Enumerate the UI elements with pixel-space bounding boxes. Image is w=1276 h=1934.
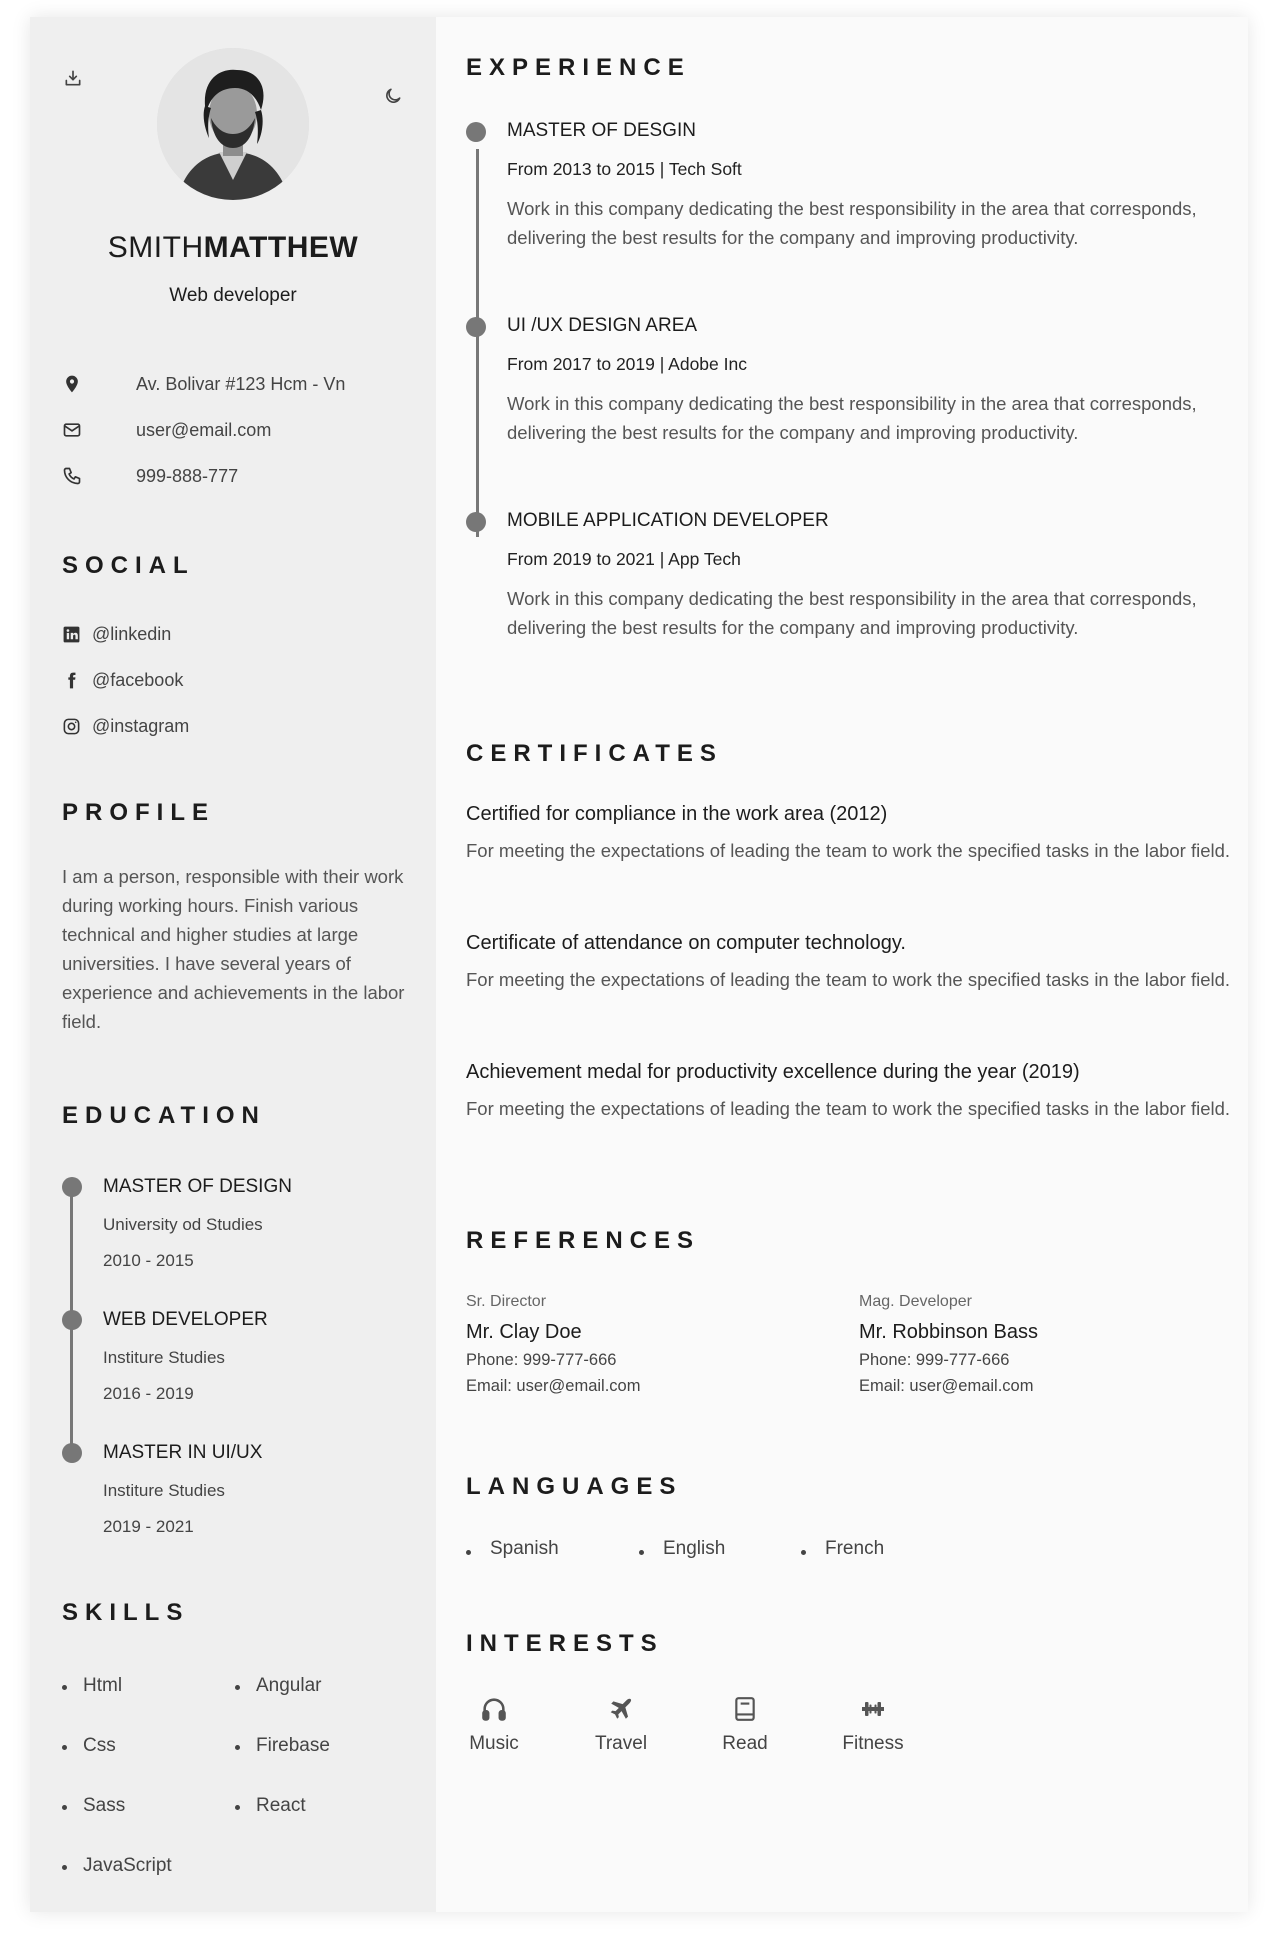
references-heading: REFERENCES (466, 1227, 701, 1254)
interest-travel[interactable] (581, 1691, 661, 1755)
education-school: University od Studies (103, 1215, 263, 1234)
interest-label: Read (722, 1733, 768, 1754)
linkedin-link[interactable]: @linkedin (92, 623, 172, 644)
download-icon[interactable] (60, 65, 86, 91)
certificate-item (466, 1061, 1236, 1123)
experience-heading: EXPERIENCE (466, 54, 691, 81)
certificate-name: Achievement medal for productivity excellence during the year (2019) (466, 1061, 1080, 1083)
interest-fitness[interactable] (833, 1691, 913, 1755)
social-instagram[interactable] (62, 703, 189, 749)
language-item: English (663, 1538, 726, 1559)
reference-phone: Phone: 999-777-666 (859, 1351, 1010, 1369)
timeline-dot (466, 122, 486, 142)
avatar (157, 48, 309, 200)
education-years: 2016 - 2019 (103, 1384, 194, 1403)
first-name: SMITH (107, 231, 204, 264)
experience-meta: From 2013 to 2015 | Tech Soft (507, 159, 742, 179)
instagram-link[interactable]: @instagram (92, 715, 190, 736)
full-name (30, 231, 436, 265)
social-list (62, 611, 189, 749)
certificates-heading: CERTIFICATES (466, 740, 723, 767)
social-facebook[interactable] (62, 657, 189, 703)
interest-music[interactable] (454, 1691, 534, 1755)
experience-timeline-line (476, 149, 479, 537)
resume-card (30, 17, 1248, 1912)
education-school: Institure Studies (103, 1481, 225, 1500)
reference-role: Sr. Director (466, 1293, 547, 1310)
job-title: Web developer (169, 285, 297, 306)
experience-desc: Work in this company dedicating the best responsibility in the area that corresponds, delivering the best results for the company and improving productivity. (507, 198, 1197, 248)
skill-item: JavaScript (83, 1855, 172, 1876)
interest-read[interactable] (705, 1691, 785, 1755)
contact-address (62, 361, 416, 407)
education-degree: MASTER IN UI/UX (103, 1442, 263, 1463)
headphones-icon (454, 1691, 534, 1727)
certificate-item (466, 803, 1236, 865)
experience-meta: From 2017 to 2019 | Adobe Inc (507, 354, 747, 374)
social-heading: SOCIAL (62, 552, 195, 579)
phone-icon (62, 466, 136, 486)
experience-role: MOBILE APPLICATION DEVELOPER (507, 510, 829, 531)
plane-icon (581, 1691, 661, 1727)
experience-desc: Work in this company dedicating the best responsibility in the area that corresponds, delivering the best results for the company and improving productivity. (507, 393, 1197, 443)
certificate-name: Certified for compliance in the work area (2012) (466, 803, 888, 825)
interest-label: Travel (594, 1733, 648, 1754)
interest-label: Music (469, 1733, 519, 1754)
skills-heading: SKILLS (62, 1599, 190, 1626)
reference-card (859, 1293, 1219, 1396)
education-years: 2010 - 2015 (103, 1251, 194, 1270)
language-item: French (825, 1538, 885, 1559)
skill-item: React (256, 1795, 306, 1816)
experience-desc: Work in this company dedicating the best responsibility in the area that corresponds, delivering the best results for the company and improving productivity. (507, 588, 1197, 638)
contact-email[interactable] (62, 407, 416, 453)
dumbbell-icon (833, 1691, 913, 1727)
language-item: Spanish (490, 1538, 559, 1559)
education-heading: EDUCATION (62, 1102, 266, 1129)
skill-item: Firebase (256, 1735, 330, 1756)
skill-item: Html (83, 1675, 123, 1696)
moon-icon[interactable] (380, 83, 406, 109)
instagram-icon (62, 717, 92, 736)
reference-email: Email: user@email.com (859, 1377, 1034, 1395)
certificate-desc: For meeting the expectations of leading the team to work the specified tasks in the labor field. (466, 969, 1231, 990)
last-name: MATTHEW (203, 231, 359, 264)
experience-role: MASTER OF DESGIN (507, 120, 696, 141)
interests-heading: INTERESTS (466, 1630, 664, 1657)
contact-list (62, 361, 416, 499)
main-content (436, 17, 1248, 1912)
certificate-item (466, 932, 1236, 994)
timeline-dot (62, 1177, 82, 1197)
skill-item: Sass (83, 1795, 126, 1816)
skill-item: Angular (256, 1675, 322, 1696)
languages-heading: LANGUAGES (466, 1473, 683, 1500)
book-icon (705, 1691, 785, 1727)
phone-text[interactable]: 999-888-777 (136, 465, 239, 486)
education-degree: MASTER OF DESIGN (103, 1176, 292, 1197)
education-degree: WEB DEVELOPER (103, 1309, 268, 1330)
timeline-dot (466, 317, 486, 337)
reference-name: Mr. Clay Doe (466, 1321, 582, 1343)
timeline-dot (62, 1443, 82, 1463)
address-text: Av. Bolivar #123 Hcm - Vn (136, 373, 346, 394)
sidebar (30, 17, 436, 1912)
education-school: Institure Studies (103, 1348, 225, 1367)
timeline-dot (466, 512, 486, 532)
reference-role: Mag. Developer (859, 1293, 972, 1310)
certificate-desc: For meeting the expectations of leading the team to work the specified tasks in the labor field. (466, 1098, 1231, 1119)
mail-icon (62, 420, 136, 440)
reference-card (466, 1293, 826, 1396)
education-years: 2019 - 2021 (103, 1517, 194, 1536)
interest-label: Fitness (842, 1733, 904, 1754)
facebook-icon (62, 671, 92, 690)
timeline-dot (62, 1310, 82, 1330)
experience-role: UI /UX DESIGN AREA (507, 315, 698, 336)
email-text[interactable]: user@email.com (136, 419, 272, 440)
certificate-desc: For meeting the expectations of leading the team to work the specified tasks in the labor field. (466, 840, 1231, 861)
contact-phone[interactable] (62, 453, 416, 499)
reference-email: Email: user@email.com (466, 1377, 641, 1395)
profile-heading: PROFILE (62, 799, 216, 826)
reference-name: Mr. Robbinson Bass (859, 1321, 1038, 1343)
experience-meta: From 2019 to 2021 | App Tech (507, 549, 741, 569)
social-linkedin[interactable] (62, 611, 189, 657)
facebook-link[interactable]: @facebook (92, 669, 184, 690)
certificate-name: Certificate of attendance on computer technology. (466, 932, 906, 954)
linkedin-icon (62, 625, 92, 644)
skill-item: Css (83, 1735, 116, 1756)
map-pin-icon (62, 374, 136, 394)
profile-text: I am a person, responsible with their work during working hours. Finish various technical and higher studies at large universities. I have several years of experience and achievements in the labor field. (62, 866, 405, 1032)
reference-phone: Phone: 999-777-666 (466, 1351, 617, 1369)
